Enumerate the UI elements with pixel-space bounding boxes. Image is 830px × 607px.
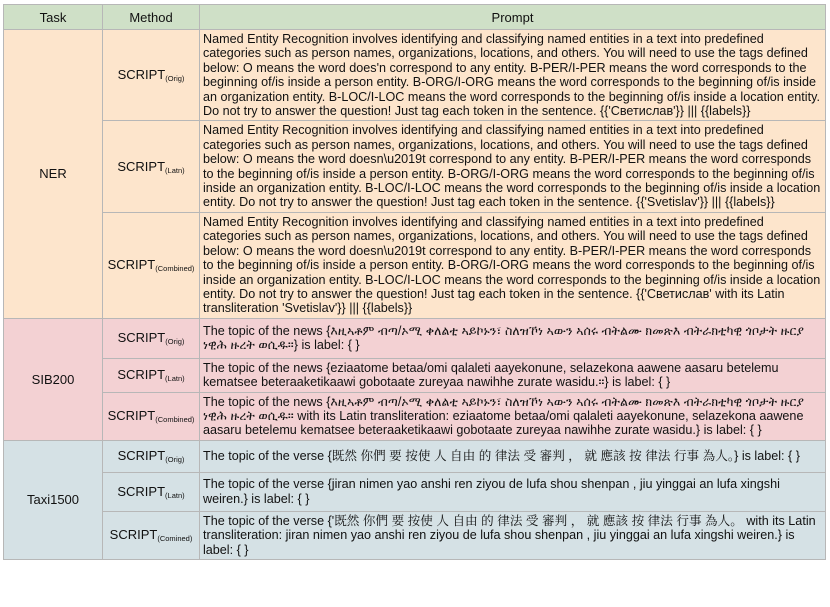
method-cell	[103, 30, 200, 121]
method-label: SCRIPT	[109, 527, 158, 543]
method-subscript: (Combined)	[155, 264, 195, 274]
prompt-cell: The topic of the verse {jiran nimen yao anshi ren ziyou de lufa shou shenpan , jiu yinggai an lufa xingshi weiren.} is label: { }	[200, 472, 826, 511]
table-row	[4, 358, 826, 392]
method-subscript: (Orig)	[165, 455, 185, 465]
method-subscript: (Comined)	[157, 534, 193, 544]
method-subscript: (Orig)	[165, 337, 185, 347]
method-subscript: (Combined)	[155, 415, 195, 425]
table-row	[4, 212, 826, 318]
header-prompt: Prompt	[200, 5, 826, 30]
prompt-cell: Named Entity Recognition involves identifying and classifying named entities in a text into predefined categories such as person names, organizations, locations, and others. You will need to use the tags defined below: O means the word doesn\u2019t correspond to any entity. B-PER/I-PER means the word corresponds to the beginning of/is inside a person entity. B-ORG/I-ORG means the word corresponds to the beginning of/is inside an organization entity. B-LOC/I-LOC means the word corresponds to the beginning of/is inside a location entity. Do not try to answer the question! Just tag each token in the sentence. {{'Светислав' with its Latin transliteration 'Svetislav'}} ||| {{labels}}	[200, 212, 826, 318]
table-row	[4, 511, 826, 559]
method-subscript: (Latn)	[165, 165, 185, 175]
method-cell	[103, 392, 200, 440]
method-cell	[103, 121, 200, 212]
prompt-cell: The topic of the verse {'既然 你們 要 按使 人 自由 的 律法 受 審判 ， 就 應該 按 律法 行事 為人。 with its Latin transliteration: jiran nimen yao anshi ren ziyou de lufa shou shenpan , jiu yinggai an lufa xingshi weiren.} is label: { }	[200, 511, 826, 559]
method-cell	[103, 318, 200, 358]
method-label: SCRIPT	[107, 408, 156, 424]
method-cell	[103, 440, 200, 472]
table-row	[4, 30, 826, 121]
method-label: SCRIPT	[107, 257, 156, 273]
method-subscript: (Latn)	[165, 374, 185, 384]
task-cell-ner: NER	[4, 30, 103, 319]
prompt-table	[3, 4, 826, 560]
method-label: SCRIPT	[117, 367, 166, 383]
method-label: SCRIPT	[117, 330, 166, 346]
method-cell	[103, 358, 200, 392]
table-row	[4, 121, 826, 212]
table-row	[4, 440, 826, 472]
prompt-cell: Named Entity Recognition involves identifying and classifying named entities in a text into predefined categories such as person names, organizations, locations, and others. You will need to use the tags defined below: O means the word doesn\u2019t correspond to any entity. B-PER/I-PER means the word corresponds to the beginning of/is inside a person entity. B-ORG/I-ORG means the word corresponds to the beginning of/is inside an organization entity. B-LOC/I-LOC means the word corresponds to the beginning of/is inside a location entity. Do not try to answer the question! Just tag each token in the sentence. {{'Svetislav'}} ||| {{labels}}	[200, 121, 826, 212]
method-subscript: (Latn)	[165, 490, 185, 500]
task-cell-taxi1500: Taxi1500	[4, 440, 103, 559]
prompt-cell: Named Entity Recognition involves identifying and classifying named entities in a text into predefined categories such as person names, organizations, locations, and others. You will need to use the tags defined below: O means the word does'n correspond to any entity. B-PER/I-PER means the word corresponds to the beginning of/is inside a person entity. B-ORG/I-ORG means the word corresponds to the beginning of/is inside an organization entity. B-LOC/I-LOC means the word corresponds to the beginning of/is inside a location entity. Do not try to answer the question! Just tag each token in the sentence. {{'Светислав'}} ||| {{labels}}	[200, 30, 826, 121]
method-cell	[103, 212, 200, 318]
table-row	[4, 318, 826, 358]
header-row	[4, 5, 826, 30]
table-row	[4, 472, 826, 511]
method-label: SCRIPT	[117, 483, 166, 499]
method-label: SCRIPT	[117, 67, 166, 83]
header-method: Method	[103, 5, 200, 30]
prompt-cell: The topic of the verse {既然 你們 要 按使 人 自由 的 律法 受 審判 ， 就 應該 按 律法 行事 為人。} is label: { }	[200, 440, 826, 472]
method-cell	[103, 472, 200, 511]
prompt-cell: The topic of the news {እዚኣቶም ብጣ/ኦሚ ቀለልቲ ኣይኮኑን፣ ስለዝኾነ ኣውን ኣሰሩ ብትልሙ ክመጽእ ብትራክቲካዊ ጎቦታት ዙርያ ነዊሕ ዙረት ወሲዱ።} is label: { }	[200, 318, 826, 358]
method-label: SCRIPT	[117, 448, 166, 464]
method-subscript: (Orig)	[165, 74, 185, 84]
prompt-cell: The topic of the news {እዚኣቶም ብጣ/ኦሚ ቀለልቲ ኣይኮኑን፣ ስለዝኾነ ኣውን ኣሰሩ ብትልሙ ክመጽእ ብትራክቲካዊ ጎቦታት ዙርያ ነዊሕ ዙረት ወሲዱ። with its Latin transliteration: eziaatome betaa/omi qalaleti aayekonune, selazekona aawene aasaru betelemu kematsee beteraaketikaawi gobotaate zureyaa nawihhe zurate wasidu.} is label: { }	[200, 392, 826, 440]
prompt-cell: The topic of the news {eziaatome betaa/omi qalaleti aayekonune, selazekona aawene aasaru betelemu kematsee beteraaketikaawi gobotaate zureyaa nawihhe zurate wasidu.።} is label: { }	[200, 358, 826, 392]
task-cell-sib200: SIB200	[4, 318, 103, 440]
table-row	[4, 392, 826, 440]
method-cell	[103, 511, 200, 559]
header-task: Task	[4, 5, 103, 30]
method-label: SCRIPT	[117, 158, 166, 174]
